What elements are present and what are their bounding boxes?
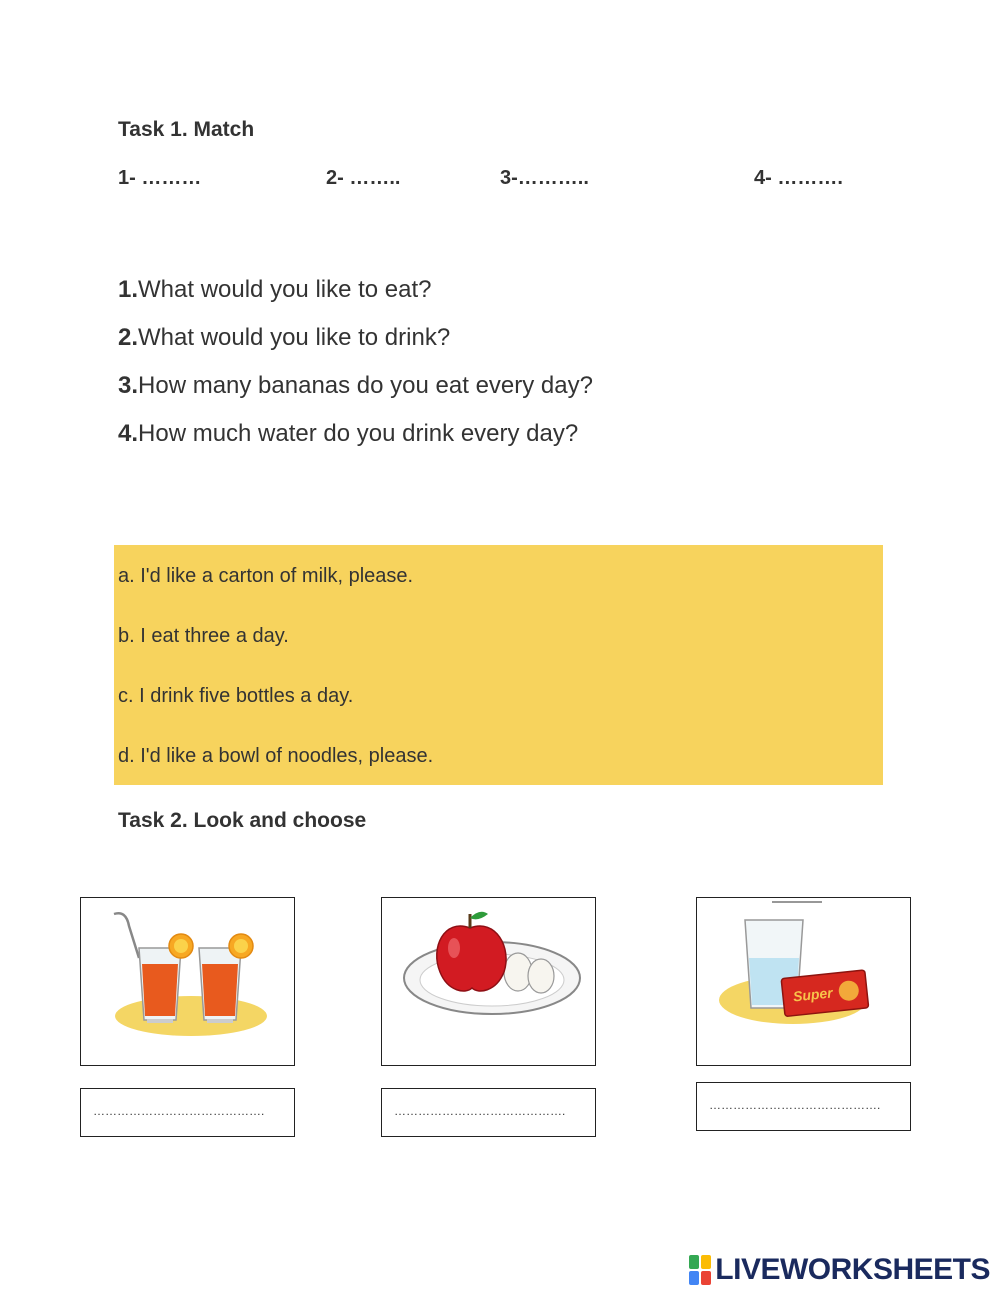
apple-and-eggs-icon [382,898,594,1064]
question-text: How many bananas do you eat every day? [138,372,593,399]
liveworksheets-logo [689,1252,990,1288]
answer-c: c. I drink five bottles a day. [118,685,354,707]
task2-title: Task 2. Look and choose [118,809,367,832]
answer-d: d. I'd like a bowl of noodles, please. [118,745,434,767]
question-text: What would you like to eat? [138,276,432,303]
answer-b: b. I eat three a day. [118,625,289,647]
picture-orange-juice [80,897,295,1066]
picture-water-biscuit [696,897,911,1066]
match-blank-3[interactable]: 3-……….. [500,167,589,189]
question-text: What would you like to drink? [138,324,451,351]
biscuit-label: Super [792,984,834,1005]
question-2 [118,324,450,352]
match-blank-1[interactable]: 1- ……… [118,167,202,189]
question-1 [118,276,432,304]
picture-apple-eggs [381,897,596,1066]
orange-juice-icon [81,898,293,1064]
match-blank-2[interactable]: 2- …….. [326,167,401,189]
match-blank-4[interactable]: 4- ………. [754,167,843,189]
question-number: 3. [118,372,139,399]
question-4 [118,420,578,448]
answer-input-3[interactable]: ……………………………………. [696,1082,911,1131]
answer-a: a. I'd like a carton of milk, please. [118,565,414,587]
question-number: 1. [118,276,139,303]
water-and-biscuit-icon [697,898,909,1064]
logo-text: LIVEWORKSHEETS [715,1253,990,1286]
logo-mark-icon [689,1255,711,1285]
question-number: 4. [118,420,139,447]
answer-input-1[interactable]: ……………………………………. [80,1088,295,1137]
answer-input-2[interactable]: ……………………………………. [381,1088,596,1137]
answer-options-box [114,545,883,785]
task1-title: Task 1. Match [118,118,255,141]
question-number: 2. [118,324,139,351]
question-3 [118,372,593,400]
question-text: How much water do you drink every day? [138,420,579,447]
